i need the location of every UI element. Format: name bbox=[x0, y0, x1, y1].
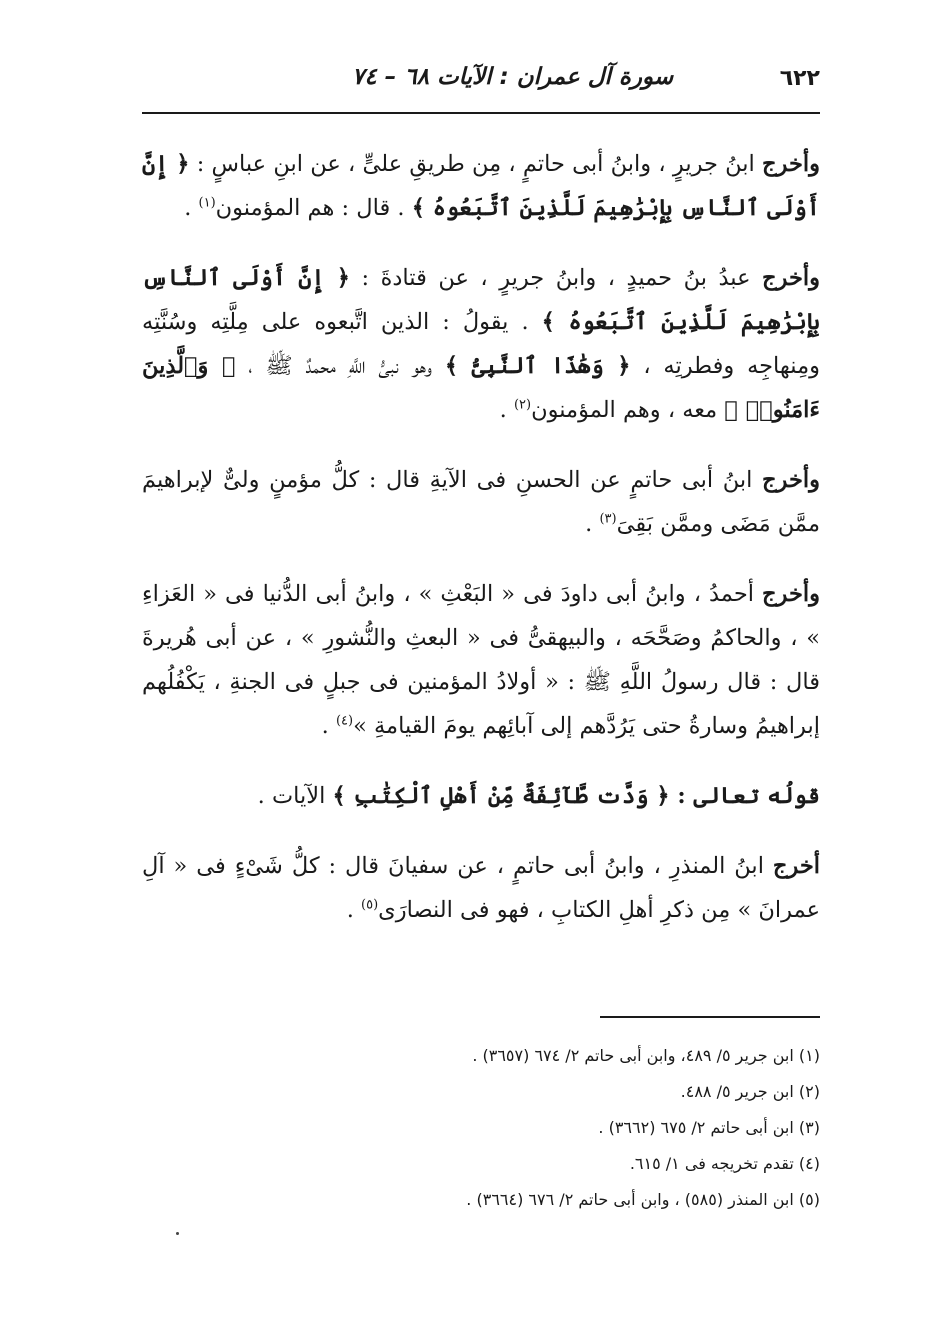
paragraph-text: أحمدُ ، وابنُ أبى داودَ فى « البَعْثِ » ، وابنُ أبى الدُّنيا فى « العَزاءِ » ، والحاكمُ وصَحَّحَه ، والبيهقىُّ فى « البعثِ والنُّشورِ » ، عن أبى هُريرةَ قال : قال رسولُ اللَّهِ ﷺ : « أولادُ المؤمنين فى جبلٍ فى الجنةِ ، يَكْفُلُهم إبراهيمُ وسارةُ حتى يَرُدَّهم إلى آبائِهم يومَ القيامةِ » bbox=[142, 581, 820, 739]
footnote-marker: (٤) bbox=[335, 713, 354, 729]
footnote-rule bbox=[600, 1016, 820, 1018]
paragraph-2 bbox=[142, 256, 820, 432]
paragraph-text: ابنُ أبى حاتمٍ عن الحسنِ فى الآيةِ قال : كلُّ مؤمنٍ ولىٌّ لإبراهيمَ ممَّن مَضَى وممَّن بَقِىَ bbox=[142, 467, 820, 537]
quran-quote: ﴿ وَهَٰذَا ٱلنَّبِىُّ ﴾ bbox=[444, 353, 631, 379]
paragraph-lead: وأخرج bbox=[762, 265, 820, 291]
paragraph-end: . bbox=[184, 195, 199, 221]
paragraph-lead: وأخرج bbox=[762, 581, 820, 607]
footnote-marker: (٣) bbox=[599, 511, 617, 527]
footnote-marker: (٥) bbox=[361, 897, 379, 913]
header-rule bbox=[142, 112, 820, 114]
paragraph-6 bbox=[142, 844, 820, 932]
paragraph-text: عبدُ بنُ حميدٍ ، وابنُ جريرٍ ، عن قتادةَ : bbox=[350, 265, 763, 291]
quran-quote: ﴿ وَٱلَّذِينَ ءَامَنُوا۟ ﴾ bbox=[142, 353, 820, 423]
footnote-3: (٣) ابن أبى حاتم ٢/ ٦٧٥ (٣٦٦٢) . bbox=[598, 1118, 820, 1137]
paragraph-lead: وأخرج bbox=[762, 151, 820, 177]
footnote-2: (٢) ابن جرير ٥/ ٤٨٨. bbox=[680, 1082, 820, 1101]
paragraph-text: ابنُ المنذرِ ، وابنُ أبى حاتمٍ ، عن سفيانَ قال : كلُّ شَىْءٍ فى « آلِ عمرانَ » مِن ذكرِ أهلِ الكتابِ ، فهو فى النصارَى bbox=[142, 853, 820, 923]
paragraph-1 bbox=[142, 142, 820, 230]
page-header bbox=[142, 62, 820, 102]
paragraph-5 bbox=[142, 774, 820, 818]
paragraph-end: . bbox=[321, 713, 336, 739]
paragraph-end: الآيات . bbox=[257, 783, 333, 809]
footnote-marker: (١) bbox=[198, 195, 216, 211]
paragraph-text: . قال : هم المؤمنون bbox=[215, 195, 412, 221]
paragraph-text: معه ، وهم المؤمنون bbox=[531, 397, 725, 423]
quran-quote: ﴿ إِنَّ أَوْلَى ٱلنَّاسِ بِإِبْرَٰهِيمَ لَلَّذِينَ ٱتَّبَعُوهُ ﴾ bbox=[142, 265, 820, 335]
running-title: سورة آل عمران : الآيات ٦٨ – ٧٤ bbox=[352, 64, 674, 90]
quran-quote: ﴿ وَدَّت طَّآئِفَةٌ مِّنْ أَهْلِ ٱلْكِتَٰبِ ﴾ bbox=[332, 783, 670, 809]
paragraph-text: وهو نبىُّ اللَّهِ محمدٌ ﷺ ، bbox=[235, 353, 445, 379]
footnote-5: (٥) ابن المنذر (٥٨٥) ، وابن أبى حاتم ٢/ ٦٧٦ (٣٦٦٤) . bbox=[466, 1190, 820, 1209]
paragraph-end: . bbox=[346, 897, 361, 923]
footnote-4: (٤) تقدم تخريجه فى ١/ ٦١٥. bbox=[629, 1154, 820, 1173]
paragraph-lead: وأخرج bbox=[762, 467, 820, 493]
page-number: ٦٢٢ bbox=[779, 66, 820, 91]
scan-speck bbox=[176, 1232, 179, 1235]
paragraph-3 bbox=[142, 458, 820, 546]
footnotes bbox=[380, 1038, 820, 1218]
quran-quote: ﴿ إِنَّ أَوْلَى ٱلنَّاسِ بِإِبْرَٰهِيمَ لَلَّذِينَ ٱتَّبَعُوهُ ﴾ bbox=[142, 151, 820, 221]
paragraph-lead: أخرج bbox=[772, 853, 820, 879]
paragraph-end: . bbox=[585, 511, 600, 537]
main-text bbox=[142, 142, 820, 958]
footnote-marker: (٢) bbox=[513, 397, 532, 413]
paragraph-lead: قولُه تعالى : bbox=[669, 783, 820, 809]
paragraph-4 bbox=[142, 572, 820, 748]
paragraph-end: . bbox=[499, 397, 514, 423]
footnote-1: (١) ابن جرير ٥/ ٤٨٩، وابن أبى حاتم ٢/ ٦٧٤ (٣٦٥٧) . bbox=[472, 1046, 820, 1065]
paragraph-text: ابنُ جريرٍ ، وابنُ أبى حاتمٍ ، مِن طريقِ علىٍّ ، عن ابنِ عباسٍ : bbox=[189, 151, 763, 177]
paragraph-text: . يقولُ : الذين اتَّبعوه على مِلَّتِه وسُنَّتِه ومِنهاجِه وفطرتِه ، bbox=[142, 309, 820, 379]
